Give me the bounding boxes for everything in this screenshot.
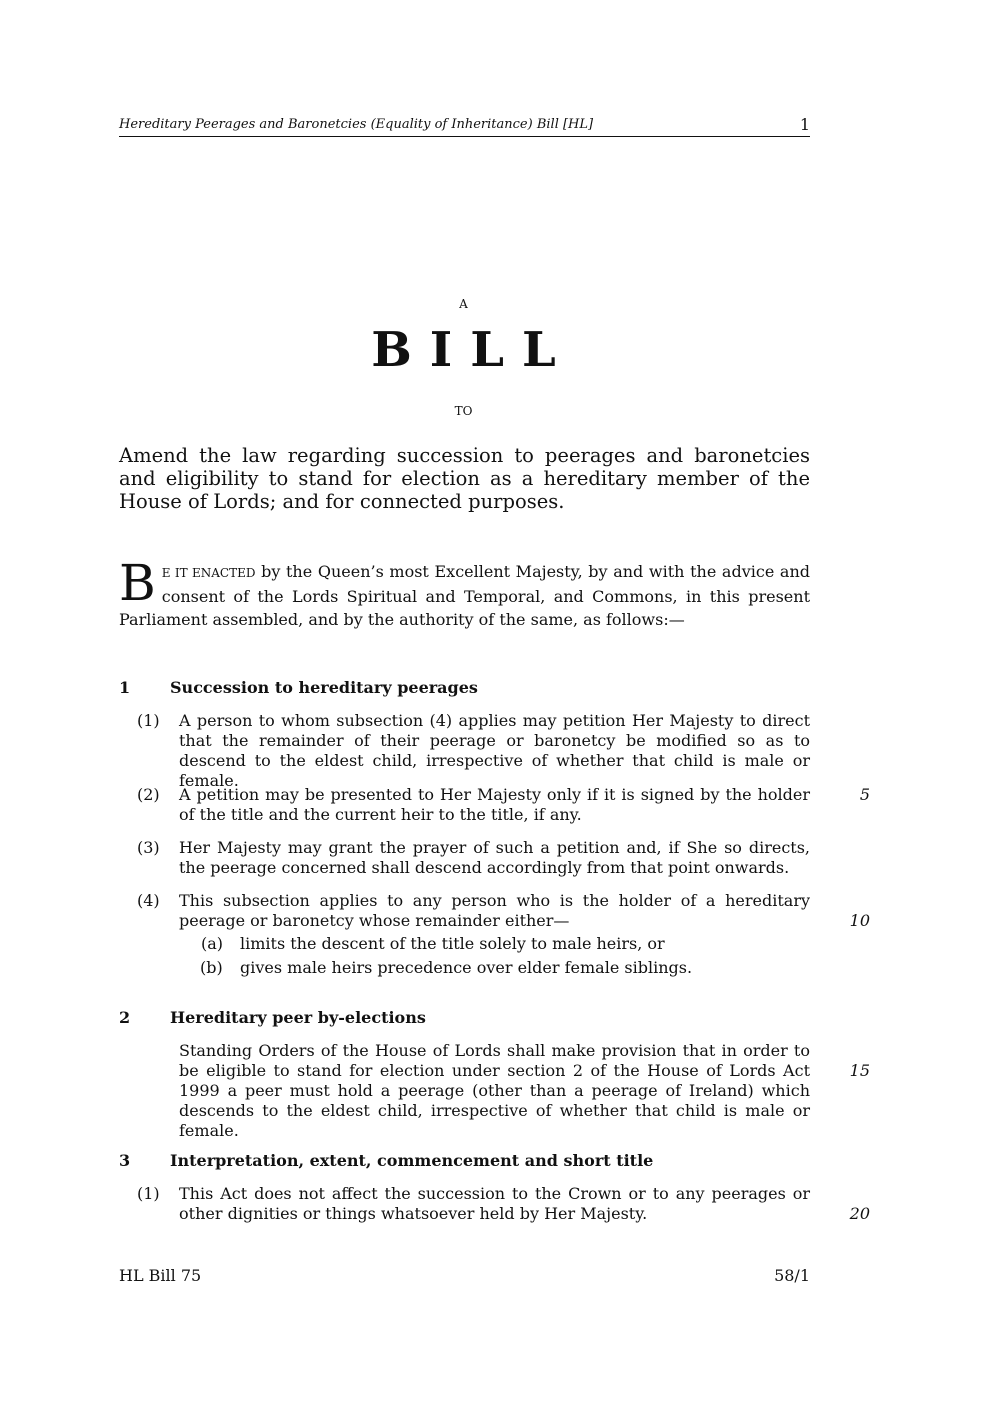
paragraph-text: gives male heirs precedence over elder female siblings. [240, 958, 693, 977]
line-number: 15 [849, 1061, 870, 1080]
clause-heading: Hereditary peer by-elections [170, 1008, 426, 1027]
subsection-text: This Act does not affect the succession to the Crown or to any peerages or other dignities or things whatsoever held by Her Majesty. [179, 1184, 810, 1223]
paragraph-text: limits the descent of the title solely to male heirs, or [240, 934, 665, 953]
subsection-number: (1) [137, 711, 160, 730]
subsection-text: A person to whom subsection (4) applies may petition Her Majesty to direct that the remainder of their peerage or baronetcy be modified so as to descend to the eldest child, irrespective of whether that child is male or female. [179, 711, 810, 790]
enacting-formula [119, 554, 811, 631]
long-title: Amend the law regarding succession to peerages and baronetcies and eligibility to stand for election as a hereditary member of the House of Lords; and for connected purposes. [119, 444, 810, 513]
footer-print-number: 58/1 [774, 1266, 810, 1285]
enacting-text: by the Queen’s most Excellent Majesty, by and with the advice and consent of the Lords Spiritual and Temporal, and Commons, in this present Parliament assembled, and by the authority of the same, as follows:— [119, 562, 811, 629]
line-number: 5 [859, 785, 870, 804]
clause-body: Standing Orders of the House of Lords shall make provision that in order to be eligible to stand for election under section 2 of the House of Lords Act 1999 a peer must hold a peerage (other than a peerage of Ireland) which descends to the eldest child, irrespective of whether that child is male or female. [179, 1041, 810, 1140]
subsection-number: (2) [137, 785, 160, 804]
clause-heading: Interpretation, extent, commencement and short title [170, 1151, 654, 1170]
clause-number: 3 [119, 1151, 131, 1170]
subsection-number: (4) [137, 891, 160, 910]
subsection-text: Her Majesty may grant the prayer of such a petition and, if She so directs, the peerage concerned shall descend accordingly from that point onwards. [179, 838, 810, 877]
line-number: 20 [849, 1204, 870, 1223]
running-header-title: Hereditary Peerages and Baronetcies (Equality of Inheritance) Bill [HL] [119, 117, 594, 132]
line-number: 10 [849, 911, 870, 930]
subsection-number: (1) [137, 1184, 160, 1203]
enacting-smallcaps: E IT ENACTED [161, 566, 256, 580]
footer-bill-number: HL Bill 75 [119, 1266, 202, 1285]
bill-to-label: TO [454, 404, 473, 418]
clause-number: 2 [119, 1008, 131, 1027]
subsection-text: This subsection applies to any person who is the holder of a hereditary peerage or baronetcy whose remainder either— [179, 891, 810, 930]
subsection-text: A petition may be presented to Her Majesty only if it is signed by the holder of the title and the current heir to the title, if any. [179, 785, 810, 824]
page-number: 1 [799, 115, 810, 134]
paragraph-number: (a) [201, 934, 224, 953]
header-rule [119, 136, 810, 137]
bill-title: BILL [371, 322, 574, 378]
bill-a-label: A [459, 297, 468, 311]
paragraph-number: (b) [200, 958, 223, 977]
clause-heading: Succession to hereditary peerages [170, 678, 478, 697]
drop-cap: B [119, 554, 156, 612]
subsection-number: (3) [137, 838, 160, 857]
clause-number: 1 [119, 678, 131, 697]
